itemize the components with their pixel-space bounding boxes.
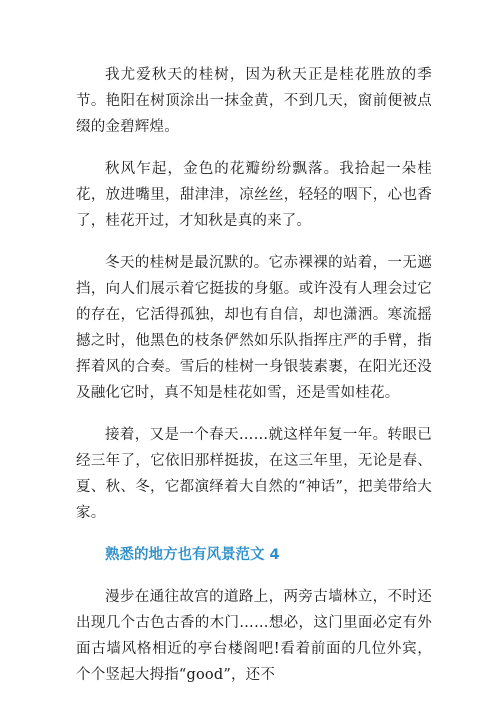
paragraph-1: 我尤爱秋天的桂树，因为秋天正是桂花胜放的季节。艳阳在树顶涂出一抹金黄，不到几天，窗前便被点缀的金碧辉煌。	[76, 67, 432, 135]
section-heading: 熟悉的地方也有风景范文 4	[105, 547, 280, 563]
paragraph-4: 接着，又是一个春天……就这样年复一年。转眼已经三年了，它依旧那样挺拔，在这三年里，无论是春、夏、秋、冬，它都演绎着大自然的“神话”，把美带给大家。	[76, 427, 432, 521]
paragraph-5: 漫步在通往故宫的道路上，两旁古墙林立，不时还出现几个古色古香的木门……想必，这门里面必定有外面古墙风格相近的亭台楼阁吧!看着前面的几位外宾，个个竖起大拇指“good”，还不	[76, 589, 432, 683]
paragraph-2: 秋风乍起，金色的花瓣纷纷飘落。我拾起一朵桂花，放进嘴里，甜津津，凉丝丝，轻轻的咽下，心也香了，桂花开过，才知秋是真的来了。	[76, 161, 432, 229]
article-body	[76, 62, 432, 704]
paragraph-3: 冬天的桂树是最沉默的。它赤裸裸的站着，一无遮挡，向人们展示着它挺拔的身躯。或许没有人理会过它的存在，它活得孤独，却也有自信，却也潇洒。寒流摇撼之时，他黑色的枝条俨然如乐队指挥庄严的手臂，指挥着风的合奏。雪后的桂树一身银装素裹，在阳光还没及融化它时，真不知是桂花如雪，还是雪如桂花。	[76, 255, 432, 401]
